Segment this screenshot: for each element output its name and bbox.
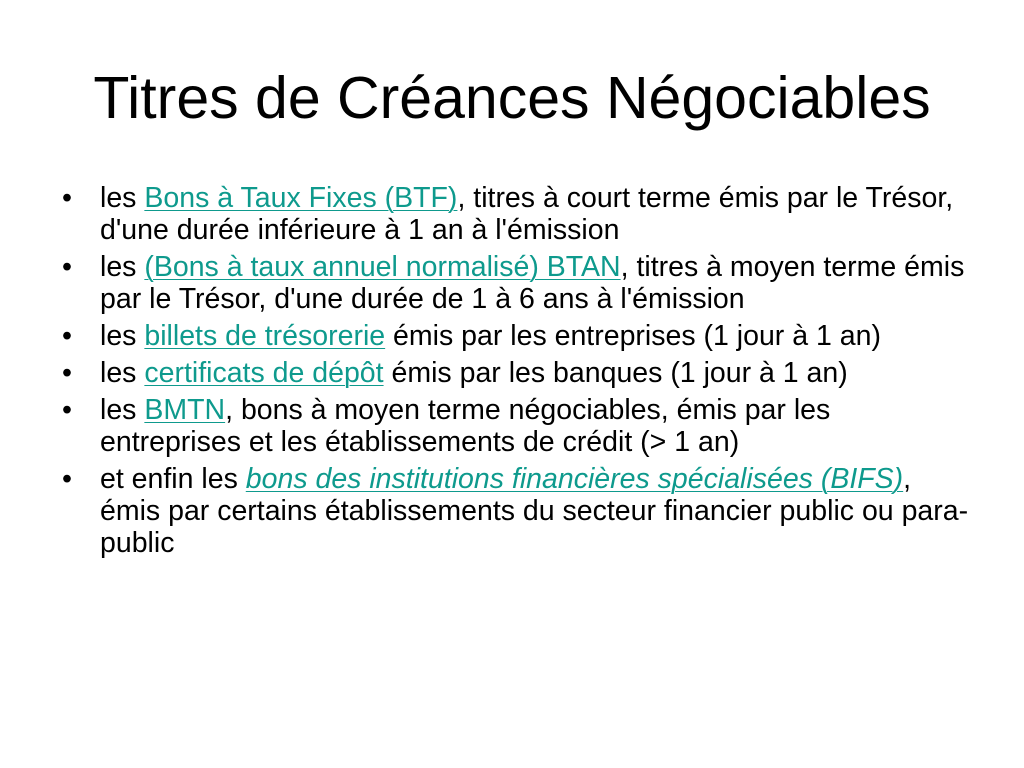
bullet-icon: • [62,463,72,495]
bullet-prefix: les [100,320,145,352]
link-certificats-de-depot[interactable]: certificats de dépôt [144,357,384,389]
link-bmtn[interactable]: BMTN [144,394,226,426]
bullet-item-bifs [62,463,974,559]
bullet-item-btf [62,182,974,246]
bullet-text: , émis par certains établissements du secteur financier public ou para-public [100,463,969,559]
bullet-text: , titres à moyen terme émis par le Trésor, d'une durée de 1 à 6 ans à l'émission [100,251,965,315]
link-btf[interactable]: Bons à Taux Fixes (BTF) [144,182,458,214]
slide-title: Titres de Créances Négociables [93,65,931,131]
bullet-text: , bons à moyen terme négociables, émis par les entreprises et les établissements de crédit (> 1 an) [100,394,831,458]
bullet-prefix: et enfin les [100,463,246,495]
bullet-prefix: les [100,394,145,426]
bullet-item-billets [62,320,974,352]
bullet-prefix: les [100,357,145,389]
bullet-icon: • [62,357,72,389]
bullet-icon: • [62,251,72,283]
bullet-icon: • [62,394,72,426]
bullet-item-certificats [62,357,974,389]
bullet-icon: • [62,182,72,214]
bullet-text: émis par les entreprises (1 jour à 1 an) [385,320,881,352]
bullet-icon: • [62,320,72,352]
link-bifs[interactable]: bons des institutions financières spécialisées (BIFS) [245,463,904,495]
bullet-prefix: les [100,182,145,214]
bullet-item-btan [62,251,974,315]
bullet-text: , titres à court terme émis par le Trésor, d'une durée inférieure à 1 an à l'émission [100,182,954,246]
link-btan[interactable]: (Bons à taux annuel normalisé) BTAN [144,251,621,283]
bullet-list [62,182,974,564]
bullet-item-bmtn [62,394,974,458]
bullet-text: émis par les banques (1 jour à 1 an) [383,357,848,389]
bullet-prefix: les [100,251,145,283]
link-billets-de-tresorerie[interactable]: billets de trésorerie [144,320,386,352]
